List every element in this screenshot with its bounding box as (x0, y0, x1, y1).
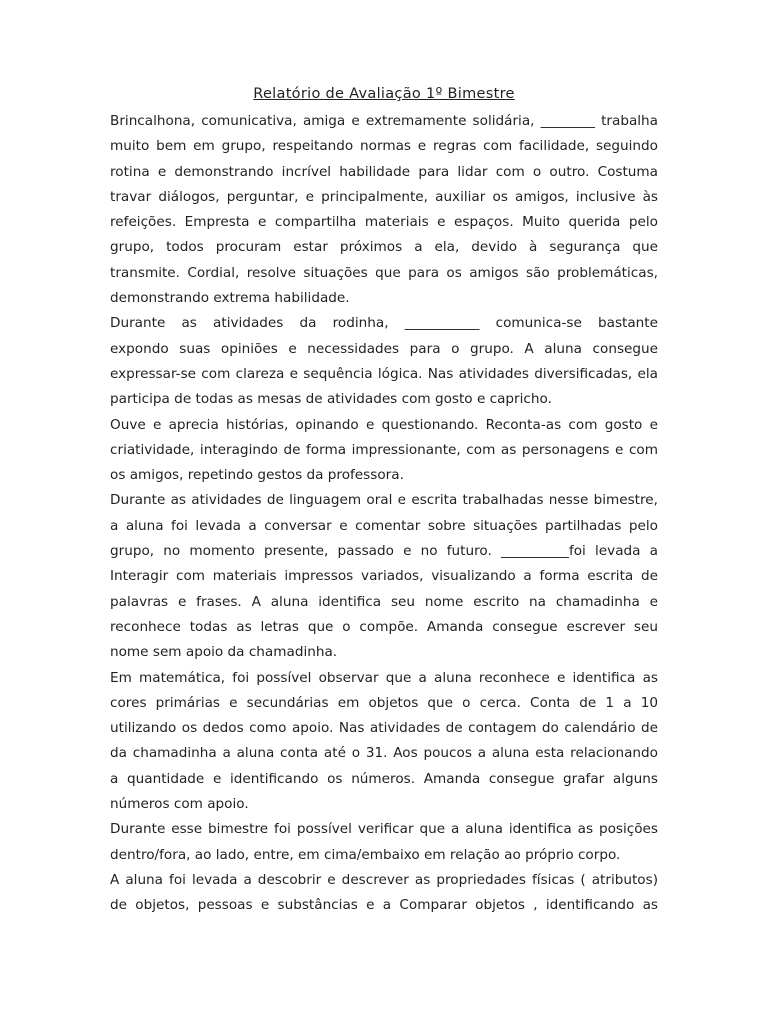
text-line: Ouve e aprecia histórias, opinando e questionando. Reconta-as com gosto e (110, 416, 658, 433)
text-line: Brincalhona, comunicativa, amiga e extremamente solidária, ________ trabalha (110, 113, 658, 129)
text-line: A aluna foi levada a descobrir e descrever as propriedades físicas ( atributos) (110, 871, 658, 888)
text-line: cores primárias e secundárias em objetos que o cerca. Conta de 1 a 10 (110, 694, 658, 711)
text-line: Durante as atividades da rodinha, ___________ comunica-se bastante (110, 315, 658, 332)
text-line: utilizando os dedos como apoio. Nas atividades de contagem do calendário de (110, 720, 658, 737)
text-line: travar diálogos, perguntar, e principalmente, auxiliar os amigos, inclusive às (110, 188, 658, 205)
text-line: refeições. Empresta e compartilha materiais e espaços. Muito querida pelo (110, 214, 658, 231)
text-line: palavras e frases. A aluna identifica seu nome escrito na chamadinha e (110, 593, 658, 610)
text-line: Em matemática, foi possível observar que a aluna reconhece e identifica as (110, 669, 658, 686)
report-body (110, 109, 658, 919)
text-line: Durante esse bimestre foi possível verificar que a aluna identifica as posições (110, 821, 658, 838)
text-line: demonstrando extrema habilidade. (110, 290, 350, 307)
text-line: reconhece todas as letras que o compõe. Amanda consegue escrever seu (110, 618, 658, 635)
text-line: os amigos, repetindo gestos da professora. (110, 467, 404, 484)
text-line: grupo, todos procuram estar próximos a ela, devido à segurança que (110, 239, 658, 256)
text-line: a quantidade e identificando os números. Amanda consegue grafar alguns (110, 770, 658, 787)
text-line: grupo, no momento presente, passado e no futuro. __________foi levada a (110, 543, 658, 560)
text-line: de objetos, pessoas e substâncias e a Comparar objetos , identificando as (110, 897, 658, 914)
text-line: participa de todas as mesas de atividades com gosto e capricho. (110, 391, 552, 408)
text-line: rotina e demonstrando incrível habilidade para lidar com o outro. Costuma (110, 163, 658, 180)
text-line: dentro/fora, ao lado, entre, em cima/embaixo em relação ao próprio corpo. (110, 846, 621, 863)
document-title: Relatório de Avaliação 1º Bimestre (253, 86, 515, 102)
text-line: a aluna foi levada a conversar e comentar sobre situações partilhadas pelo (110, 517, 658, 534)
text-line: da chamadinha a aluna conta até o 31. Aos poucos a aluna esta relacionando (110, 745, 658, 762)
text-line: Interagir com materiais impressos variados, visualizando a forma escrita de (110, 568, 658, 585)
text-line: Durante as atividades de linguagem oral e escrita trabalhadas nesse bimestre, (110, 492, 658, 509)
text-line: números com apoio. (110, 796, 249, 813)
text-line: expondo suas opiniões e necessidades para o grupo. A aluna consegue (110, 340, 658, 357)
text-line: muito bem em grupo, respeitando normas e regras com facilidade, seguindo (110, 138, 658, 155)
text-line: expressar-se com clareza e sequência lógica. Nas atividades diversificadas, ela (110, 365, 658, 382)
text-line: transmite. Cordial, resolve situações que para os amigos são problemáticas, (110, 264, 658, 281)
text-line: criatividade, interagindo de forma impressionante, com as personagens e com (110, 441, 658, 458)
text-line: nome sem apoio da chamadinha. (110, 644, 338, 661)
